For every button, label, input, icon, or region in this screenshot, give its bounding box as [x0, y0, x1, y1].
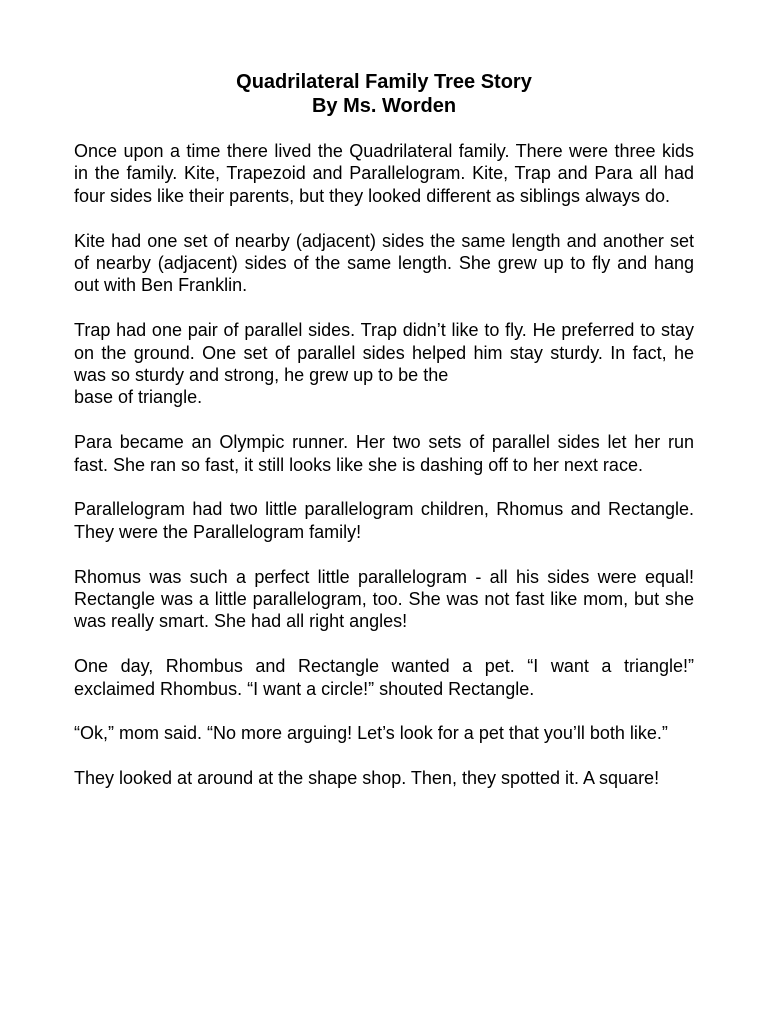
document-byline: By Ms. Worden [311, 95, 457, 117]
paragraph-mom: “Ok,” mom said. “No more arguing! Let’s look for a pet that you’ll both like.” [74, 723, 668, 744]
paragraph-trap-text: Trap had one pair of parallel sides. Trap didn’t like to fly. He preferred to stay on the ground. One set of parallel sides helped him stay sturdy. In fact, he was so sturdy and strong, he grew up to be the [74, 320, 694, 386]
document-page [74, 70, 694, 812]
paragraph-square: They looked at around at the shape shop. Then, they spotted it. A square! [74, 768, 660, 789]
paragraph-trap [74, 319, 694, 409]
title-block [74, 70, 694, 118]
paragraph-trap-continued: base of triangle. [74, 387, 203, 408]
paragraph-para: Para became an Olympic runner. Her two sets of parallel sides let her run fast. She ran so fast, it still looks like she is dashing off to her next race. [74, 432, 694, 475]
paragraph-intro: Once upon a time there lived the Quadrilateral family. There were three kids in the family. Kite, Trapezoid and Parallelogram. Kite, Trap and Para all had four sides like their parents, but they looked different as siblings always do. [74, 141, 694, 206]
document-title: Quadrilateral Family Tree Story [236, 71, 532, 93]
paragraph-rhomus: Rhomus was such a perfect little parallelogram - all his sides were equal! Rectangle was a little parallelogram, too. She was not fast like mom, but she was really smart. She had all right angles! [74, 566, 694, 632]
paragraph-kite: Kite had one set of nearby (adjacent) sides the same length and another set of nearby (adjacent) sides of the same length. She grew up to fly and hang out with Ben Franklin. [74, 230, 694, 296]
paragraph-pet: One day, Rhombus and Rectangle wanted a pet. “I want a triangle!” exclaimed Rhombus. “I want a circle!” shouted Rectangle. [74, 656, 694, 699]
paragraph-parallelogram: Parallelogram had two little parallelogram children, Rhomus and Rectangle. They were the Parallelogram family! [74, 499, 694, 542]
